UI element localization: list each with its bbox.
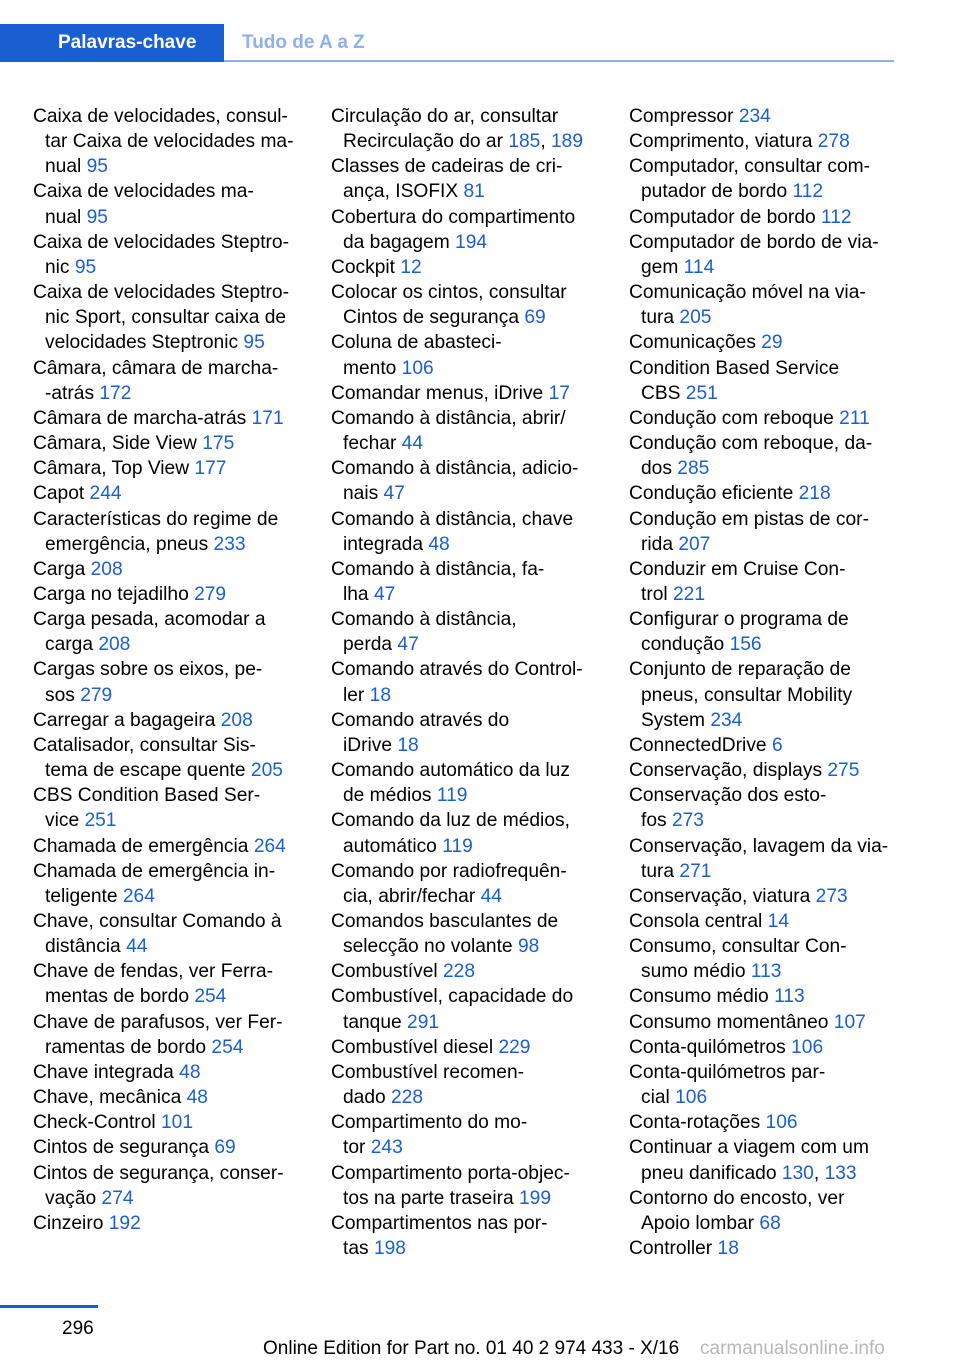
page-reference-link[interactable]: 271 (679, 860, 712, 882)
page-reference-link[interactable]: 18 (717, 1238, 739, 1260)
page-reference-link[interactable]: 18 (369, 684, 392, 706)
index-column-3 (629, 104, 899, 1261)
page-reference-link[interactable]: 119 (436, 785, 468, 807)
entry-term: Chave de parafusos, ver Fer- ramentas de bordo (33, 1011, 283, 1058)
entry-term: Circulação do ar, consultar Recirculação do ar (331, 106, 559, 153)
edition-note: Online Edition for Part no. 01 40 2 974 433 - X/16 (263, 1338, 680, 1359)
index-entry (629, 129, 899, 154)
page-reference-link[interactable]: 198 (373, 1238, 406, 1260)
index-entry (331, 205, 601, 255)
entry-term: Carregar a bagageira (33, 709, 216, 731)
entry-term: Carga pesada, acomodar a carga (33, 609, 266, 656)
page-reference-link[interactable]: 47 (383, 483, 405, 505)
entry-term: Combustível recomen- dado (331, 1061, 525, 1109)
entry-term: Cargas sobre os eixos, pe- sos (33, 659, 263, 706)
entry-term: Capot (33, 483, 85, 505)
index-entry (629, 280, 899, 330)
index-entry (33, 179, 303, 229)
entry-term: CBS Condition Based Ser- vice (33, 785, 261, 832)
page-reference-link[interactable]: 175 (202, 433, 235, 455)
index-entry (33, 582, 303, 607)
entry-term: Chave, consultar Comando à distância (33, 911, 282, 958)
entry-term: Computador, consultar com- putador de bordo (629, 156, 871, 203)
page-reference-link[interactable]: 29 (761, 332, 783, 354)
index-entry (33, 557, 303, 582)
page-reference-link[interactable]: 228 (442, 961, 475, 983)
page-reference-link[interactable]: 285 (677, 458, 710, 480)
entry-term: Combustível, capacidade do tanque (331, 986, 574, 1033)
index-entry (331, 406, 601, 456)
entry-term: Coluna de abasteci- mento (331, 332, 502, 379)
index-entry (629, 154, 899, 204)
page-reference-link[interactable]: 44 (480, 885, 502, 907)
index-entry (33, 104, 303, 179)
index-entry (629, 104, 899, 129)
entry-term: Características do regime de emergência, pneus (33, 508, 279, 555)
page-reference-link[interactable]: 273 (671, 810, 704, 832)
index-entry (331, 1211, 601, 1261)
page-reference-link[interactable]: 264 (253, 835, 286, 857)
entry-term: Cinzeiro (33, 1212, 104, 1234)
entry-term: Câmara, Top View (33, 458, 190, 480)
index-entry (629, 1236, 899, 1261)
index-entry (33, 1110, 303, 1135)
index-entry (33, 834, 303, 859)
page-number: 296 (62, 1318, 94, 1339)
index-entry (331, 1110, 601, 1160)
entry-term: Comandos basculantes de selecção no volante (331, 911, 559, 958)
entry-term: Consumo, consultar Con- sumo médio (629, 936, 847, 983)
index-entry (629, 758, 899, 783)
entry-term: Câmara, câmara de marcha- -atrás (33, 357, 279, 404)
page-reference-link[interactable]: 228 (391, 1087, 424, 1109)
page-reference-link[interactable]: 275 (827, 760, 860, 782)
entry-term: Chave de fendas, ver Ferra- mentas de bordo (33, 961, 273, 1008)
index-entry (33, 280, 303, 355)
page-reference-link[interactable]: 185 (508, 131, 541, 153)
entry-term: Conta-rotações (629, 1112, 761, 1134)
entry-term: Carga (33, 558, 86, 580)
page-reference-link[interactable]: 113 (774, 986, 805, 1008)
entry-term: Caixa de velocidades Steptro- nic Sport, consultar caixa de velocidades Steptronic (33, 282, 289, 354)
index-entry (629, 507, 899, 557)
entry-term: Comunicação móvel na via- tura (629, 282, 866, 329)
page-reference-link[interactable]: 69 (214, 1137, 236, 1159)
page-reference-link[interactable]: 12 (400, 256, 422, 278)
index-entry (331, 984, 601, 1034)
page-reference-link[interactable]: 273 (815, 885, 848, 907)
page-reference-link[interactable]: 291 (407, 1011, 440, 1033)
page-reference-link[interactable]: 205 (679, 307, 712, 329)
index-entry (331, 1161, 601, 1211)
page-reference-link[interactable]: 234 (738, 106, 771, 127)
index-entry: Continuar a viagem com um pneu danificado 130, 133 (629, 1137, 869, 1184)
index-entry (33, 1161, 303, 1211)
entry-term: Conservação, lavagem da via- tura (629, 835, 889, 882)
page-reference-link[interactable]: 233 (213, 533, 246, 555)
entry-term: Classes de cadeiras de cri- ança, ISOFIX (331, 156, 563, 203)
entry-term: Cintos de segurança (33, 1137, 209, 1159)
entry-term: Caixa de velocidades ma- nual (33, 181, 254, 228)
index-entry (33, 1010, 303, 1060)
index-entry (331, 507, 601, 557)
index-entry (33, 708, 303, 733)
index-entry (33, 1060, 303, 1085)
entry-term: Caixa de velocidades, consul- tar Caixa de velocidades ma- nual (33, 106, 294, 178)
index-entry (629, 481, 899, 506)
entry-term: Compressor (629, 106, 734, 127)
page-reference-link[interactable]: 208 (98, 634, 131, 656)
page-reference-link[interactable]: 106 (791, 1036, 824, 1058)
page-reference-link[interactable]: 106 (765, 1112, 798, 1134)
index-entry (629, 205, 899, 230)
index-entry (33, 1211, 303, 1236)
page-reference-link[interactable]: 251 (84, 810, 117, 832)
page-reference-link[interactable]: 208 (90, 558, 123, 580)
entry-term: Comando da luz de médios, automático (331, 810, 570, 857)
entry-term: Cockpit (331, 256, 395, 278)
entry-term: Compartimento porta-objec- tos na parte traseira (331, 1162, 570, 1209)
index-entry (33, 959, 303, 1009)
entry-term: Combustível (331, 961, 438, 983)
page-reference-link[interactable]: 234 (710, 709, 743, 731)
tab-tudo-de-a-a-z[interactable]: Tudo de A a Z (242, 32, 365, 53)
entry-term: Conservação, viatura (629, 885, 811, 907)
page-reference-link[interactable]: 18 (397, 734, 419, 756)
page-reference-link[interactable]: 107 (833, 1011, 866, 1033)
entry-term: Conservação, displays (629, 760, 823, 782)
page-reference-link[interactable]: 14 (767, 911, 790, 932)
index-entry (331, 154, 601, 204)
entry-term: Colocar os cintos, consultar Cintos de segurança (331, 282, 567, 329)
entry-term: Consumo médio (629, 986, 769, 1008)
entry-term: Conjunto de reparação de pneus, consultar Mobility System (629, 659, 853, 731)
page-reference-link[interactable]: 194 (455, 231, 488, 253)
index-entry: Circulação do ar, consultar Recirculação do ar 185, 189 (331, 106, 584, 153)
entry-term: Comando à distância, chave integrada (331, 508, 574, 555)
page-reference-link[interactable]: 106 (401, 357, 434, 379)
page-reference-link[interactable]: 48 (186, 1087, 208, 1109)
page-reference-link[interactable]: 229 (498, 1036, 531, 1058)
index-entry (331, 280, 601, 330)
entry-term: Câmara, Side View (33, 433, 197, 455)
entry-term: Comando à distância, adicio- nais (331, 458, 579, 505)
index-entry (33, 607, 303, 657)
index-entry (33, 859, 303, 909)
page-reference-link[interactable]: 199 (519, 1187, 552, 1209)
page-reference-link[interactable]: 119 (442, 835, 473, 857)
index-entry (331, 1035, 601, 1060)
page-reference-link[interactable]: 192 (108, 1212, 141, 1234)
watermark: carmanualsonline.info (700, 1338, 885, 1359)
entry-term: Condução em pistas de cor- rida (629, 508, 869, 555)
entry-term: Conduzir em Cruise Con- trol (629, 558, 846, 605)
entry-term: Comprimento, viatura (629, 131, 813, 153)
page-reference-link[interactable]: 47 (397, 634, 419, 656)
entry-term: Comando por radiofrequên- cia, abrir/fechar (331, 860, 567, 907)
index-entry (331, 456, 601, 506)
page-reference-link[interactable]: 113 (750, 961, 782, 983)
page-reference-link[interactable]: 101 (160, 1112, 193, 1134)
entry-term: Chave, mecânica (33, 1087, 182, 1109)
index-entry (331, 557, 601, 607)
index-entry (629, 934, 899, 984)
index-entry (629, 1035, 899, 1060)
entry-term: Configurar o programa de condução (629, 609, 849, 656)
entry-term: Câmara de marcha-atrás (33, 407, 247, 429)
index-entry (629, 431, 899, 481)
entry-term: Comando automático da luz de médios (331, 760, 570, 807)
index-entry (629, 356, 899, 406)
index-entry (33, 507, 303, 557)
page-reference-link[interactable]: 274 (101, 1187, 134, 1209)
index-entry (331, 1060, 601, 1110)
entry-term: Carga no tejadilho (33, 583, 189, 605)
entry-term: Consola central (629, 911, 763, 932)
entry-term: Chave integrada (33, 1061, 174, 1083)
entry-term: Caixa de velocidades Steptro- nic (33, 231, 289, 278)
index-entry (629, 783, 899, 833)
page-reference-link[interactable]: 44 (126, 936, 148, 958)
index-entry (33, 356, 303, 406)
page-reference-link[interactable]: 48 (428, 533, 450, 555)
page-reference-link[interactable]: 68 (759, 1212, 781, 1234)
index-entry (331, 255, 601, 280)
index-entry (33, 431, 303, 456)
index-entry (629, 1186, 899, 1236)
index-entry (629, 1060, 899, 1110)
index-entry (629, 330, 899, 355)
page-reference-link[interactable]: 95 (243, 332, 265, 354)
index-entry (629, 406, 899, 431)
entry-term: Condução eficiente (629, 483, 794, 505)
page-reference-link[interactable]: 251 (685, 382, 718, 404)
index-entry (629, 733, 899, 758)
index-entry (629, 984, 899, 1009)
entry-term: Comunicações (629, 332, 756, 354)
index-entry (33, 406, 303, 431)
page-reference-link[interactable]: 130 (781, 1162, 814, 1184)
index-entry (629, 909, 899, 934)
page-reference-link[interactable]: 243 (370, 1137, 403, 1159)
index-entry (629, 884, 899, 909)
index-entry (331, 959, 601, 984)
entry-term: Cobertura do compartimento da bagagem (331, 206, 576, 253)
entry-term: Comando à distância, fa- lha (331, 558, 545, 605)
entry-term: Computador de bordo de via- gem (629, 231, 879, 278)
page-reference-link[interactable]: 114 (683, 256, 715, 278)
entry-term: Conta-quilómetros par- cial (629, 1061, 826, 1109)
entry-term: ConnectedDrive (629, 734, 767, 756)
index-entry (331, 330, 601, 380)
header-rule (224, 60, 894, 62)
page-reference-link[interactable]: 47 (373, 583, 396, 605)
entry-term: Cintos de segurança, conser- vação (33, 1162, 284, 1209)
index-entry (331, 381, 601, 406)
index-entry (33, 733, 303, 783)
entry-term: Comandar menus, iDrive (331, 382, 544, 404)
page-reference-link[interactable]: 254 (211, 1036, 244, 1058)
page-reference-link[interactable]: 244 (89, 483, 122, 505)
entry-term: Comando à distância, perda (331, 609, 517, 656)
index-entry (331, 657, 601, 707)
page-reference-link[interactable]: 44 (401, 433, 424, 455)
page-reference-link[interactable]: 218 (798, 483, 831, 505)
index-entry (331, 708, 601, 758)
index-entry (33, 230, 303, 280)
page-reference-link[interactable]: 81 (463, 181, 485, 203)
index-entry (33, 1085, 303, 1110)
entry-term: Comando à distância, abrir/ fechar (331, 407, 566, 455)
page-reference-link[interactable]: 211 (839, 407, 870, 429)
index-entry (33, 481, 303, 506)
page-reference-link[interactable]: 112 (792, 181, 824, 203)
page-reference-link[interactable]: 177 (194, 458, 227, 480)
entry-term: Comando através do Control- ler (331, 659, 583, 706)
index-column-1 (33, 104, 303, 1236)
page-header (0, 0, 960, 62)
entry-term: Combustível diesel (331, 1036, 494, 1058)
index-entry (629, 657, 899, 732)
index-entry (33, 456, 303, 481)
index-entry (331, 859, 601, 909)
entry-term: Computador de bordo (629, 206, 816, 228)
page-reference-link[interactable]: 208 (220, 709, 253, 731)
page-reference-link[interactable]: 95 (86, 206, 108, 228)
page-reference-link[interactable]: 189 (551, 131, 584, 153)
page-reference-link[interactable]: 278 (817, 131, 850, 153)
page-reference-link[interactable]: 264 (122, 885, 155, 907)
page-reference-link[interactable]: 17 (548, 382, 570, 404)
page-reference-link[interactable]: 279 (194, 583, 227, 605)
entry-term: Chamada de emergência in- teligente (33, 860, 276, 907)
index-entry (33, 783, 303, 833)
index-entry (33, 1135, 303, 1160)
entry-term: Condução com reboque, da- dos (629, 433, 873, 480)
entry-term: Consumo momentâneo (629, 1011, 829, 1033)
page-reference-link[interactable]: 112 (821, 206, 852, 228)
entry-term: Condition Based Service CBS (629, 357, 840, 404)
page-reference-link[interactable]: 95 (74, 256, 97, 278)
page-reference-link[interactable]: 254 (194, 986, 227, 1008)
index-entry (331, 758, 601, 808)
page-reference-link[interactable]: 6 (771, 734, 783, 756)
entry-term: Chamada de emergência (33, 835, 249, 857)
entry-term: Catalisador, consultar Sis- tema de escape quente (33, 734, 256, 782)
index-entry (629, 557, 899, 607)
page-reference-link[interactable]: 156 (729, 634, 762, 656)
entry-term: Conservação dos esto- fos (629, 785, 827, 832)
tab-palavras-chave[interactable]: Palavras-chave (0, 24, 224, 62)
page-reference-link[interactable]: 106 (675, 1087, 708, 1109)
entry-term: Controller (629, 1238, 713, 1260)
index-entry (331, 607, 601, 657)
page-reference-link[interactable]: 207 (678, 533, 711, 555)
index-entry (629, 834, 899, 884)
index-entry (629, 1010, 899, 1035)
entry-term: Conta-quilómetros (629, 1036, 786, 1058)
page-reference-link[interactable]: 48 (179, 1061, 201, 1083)
entry-term: Check-Control (33, 1112, 156, 1134)
index-entry (331, 808, 601, 858)
page-reference-link[interactable]: 279 (80, 684, 113, 706)
entry-term: Continuar a viagem com um pneu danificado (629, 1137, 869, 1184)
page-reference-link[interactable]: 205 (250, 760, 283, 782)
index-entry (33, 657, 303, 707)
page-reference-link[interactable]: 98 (517, 936, 540, 958)
index-entry (331, 909, 601, 959)
index-entry (629, 607, 899, 657)
footer-rule (0, 1305, 98, 1308)
page-reference-link[interactable]: 172 (99, 382, 132, 404)
entry-term: Comando através do iDrive (331, 709, 510, 756)
page-reference-link[interactable]: 133 (824, 1162, 857, 1184)
page-reference-link[interactable]: 171 (251, 407, 284, 429)
index-entry (629, 1110, 899, 1135)
index-entry (629, 230, 899, 280)
entry-term: Contorno do encosto, ver Apoio lombar (629, 1187, 845, 1234)
entry-term: Compartimentos nas por- tas (331, 1212, 548, 1260)
page-reference-link[interactable]: 221 (673, 583, 706, 605)
entry-term: Condução com reboque (629, 407, 834, 429)
entry-term: Compartimento do mo- tor (331, 1112, 528, 1159)
index-entry (33, 909, 303, 959)
page-reference-link[interactable]: 69 (524, 307, 546, 329)
page-reference-link[interactable]: 95 (86, 156, 108, 178)
index-column-2 (331, 104, 601, 1261)
